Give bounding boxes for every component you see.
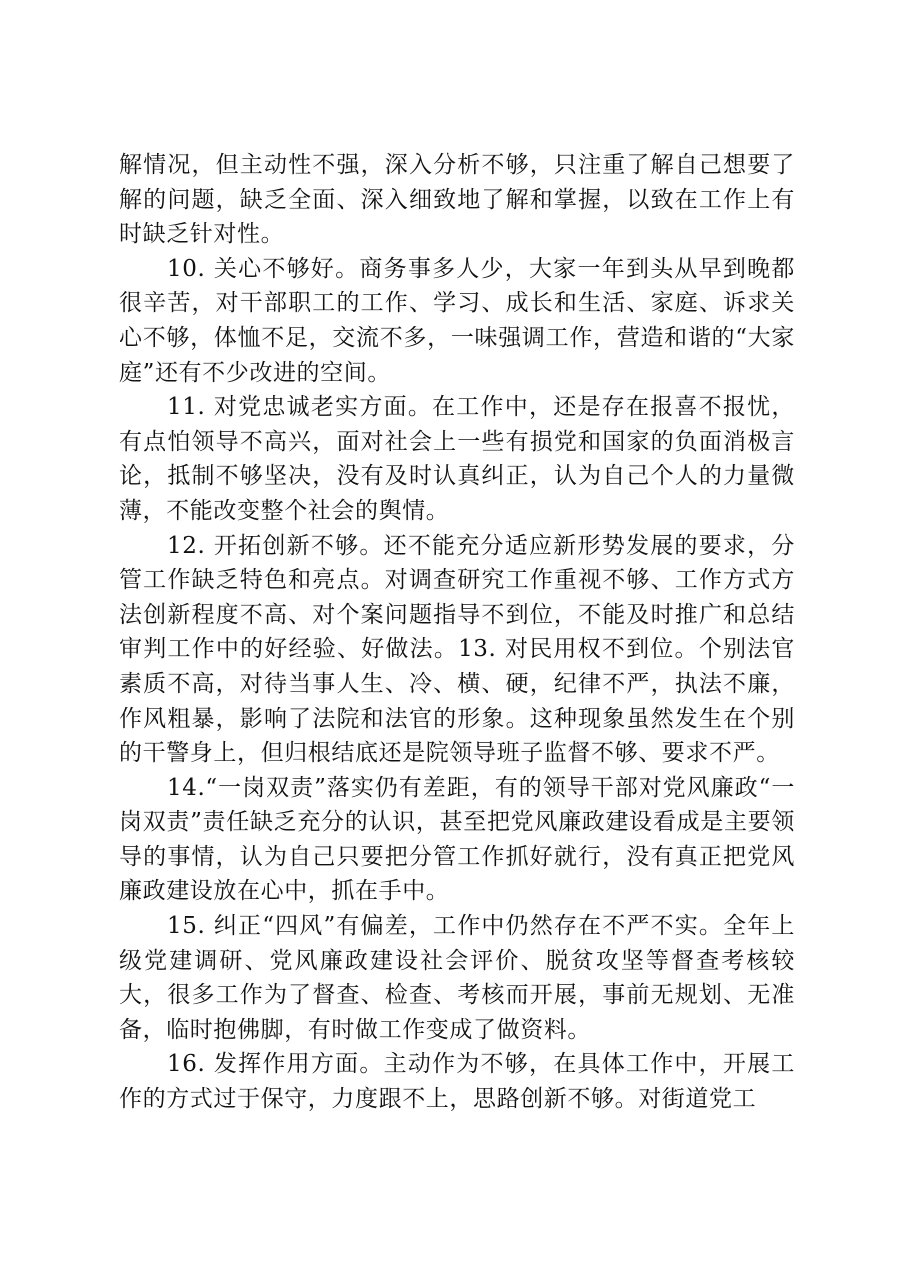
paragraph-item-14: 14.“一岗双责”落实仍有差距，有的领导干部对党风廉政“一岗双责”责任缺乏充分的认识，甚至把党风廉政建设看成是主要领导的事情，认为自己只要把分管工作抓好就行，没有真正把党风廉政建设放在心中，抓在手中。 — [119, 774, 795, 905]
paragraph-item-15: 15. 纠正“四风”有偏差，工作中仍然存在不严不实。全年上级党建调研、党风廉政建设社会评价、脱贫攻坚等督查考核较大，很多工作为了督查、检查、考核而开展，事前无规划、无准备，临时抱佛脚，有时做工作变成了做资料。 — [119, 913, 795, 1043]
paragraph-item-16: 16. 发挥作用方面。主动作为不够，在具体工作中，开展工作的方式过于保守，力度跟不上，思路创新不够。对街道党工 — [119, 1051, 795, 1113]
paragraph-item-12: 12. 开拓创新不够。还不能充分适应新形势发展的要求，分管工作缺乏特色和亮点。对调查研究工作重视不够、工作方式方法创新程度不高、对个案问题指导不到位，不能及时推广和总结审判工作中的好经验、好做法。13. 对民用权不到位。个别法官素质不高，对待当事人生、冷、横、硬，纪律不严，执法不廉，作风粗暴，影响了法院和法官的形象。这种现象虽然发生在个别的干警身上，但归根结底还是院领导班子监督不够、要求不严。 — [119, 532, 795, 767]
paragraph-continued: 解情况，但主动性不强，深入分析不够，只注重了解自己想要了解的问题，缺乏全面、深入细致地了解和掌握，以致在工作上有时缺乏针对性。 — [119, 152, 795, 248]
paragraph-item-10: 10. 关心不够好。商务事多人少，大家一年到头从早到晚都很辛苦，对干部职工的工作、学习、成长和生活、家庭、诉求关心不够，体恤不足，交流不多，一味强调工作，营造和谐的“大家庭”还有不少改进的空间。 — [119, 255, 795, 386]
paragraph-item-11: 11. 对党忠诚老实方面。在工作中，还是存在报喜不报忧，有点怕领导不高兴，面对社会上一些有损党和国家的负面消极言论，抵制不够坚决，没有及时认真纠正，认为自己个人的力量微薄，不能改变整个社会的舆情。 — [119, 394, 795, 524]
document-body — [119, 148, 795, 1117]
